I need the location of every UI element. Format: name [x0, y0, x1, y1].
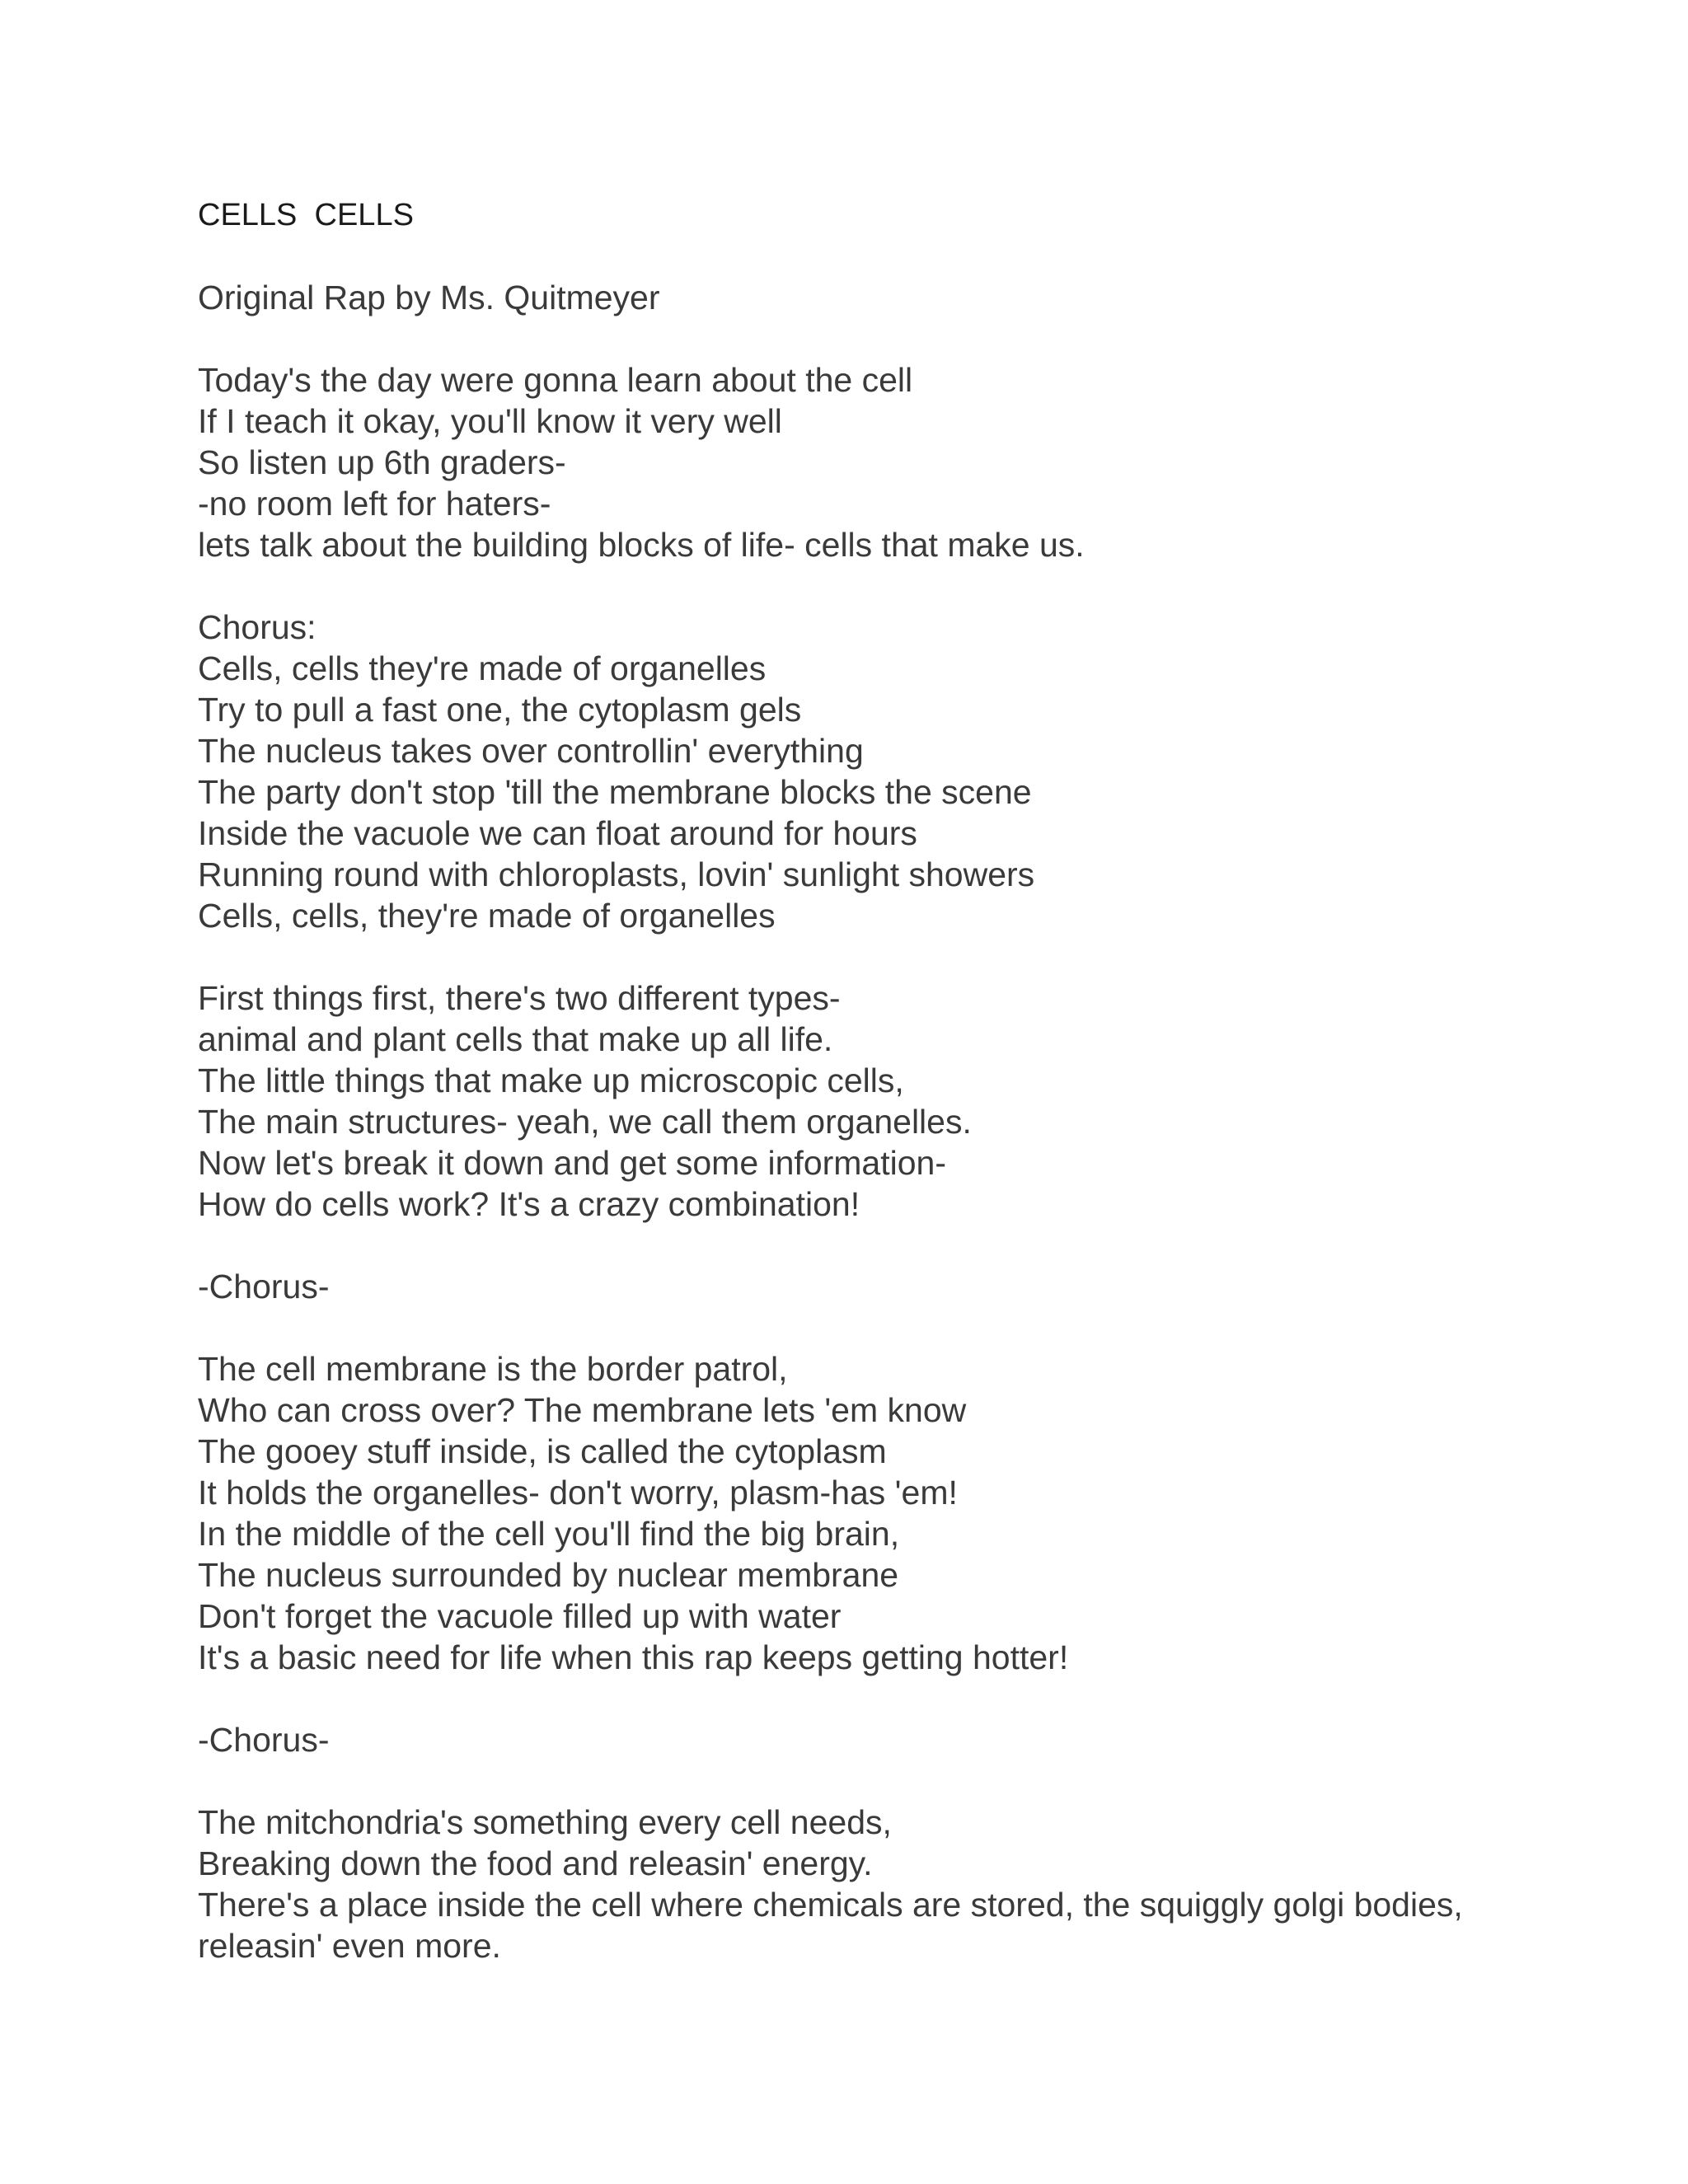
lyric-line: Try to pull a fast one, the cytoplasm gels	[198, 691, 802, 729]
lyric-line: There's a place inside the cell where chemicals are stored, the squiggly golgi bodies, releasin' even more.	[198, 1886, 1463, 1965]
lyric-line: It's a basic need for life when this rap keeps getting hotter!	[198, 1638, 1069, 1676]
lyric-line: If I teach it okay, you'll know it very well	[198, 402, 782, 440]
lyric-line: Inside the vacuole we can float around for hours	[198, 814, 917, 852]
lyric-line: The nucleus takes over controllin' everything	[198, 732, 864, 770]
lyric-line: The cell membrane is the border patrol,	[198, 1350, 788, 1388]
lyric-line: The mitchondria's something every cell needs,	[198, 1803, 892, 1841]
verse-four	[198, 1802, 1484, 1966]
chorus-heading: Chorus:	[198, 608, 316, 646]
verse-three	[198, 1348, 1484, 1678]
document-body	[198, 194, 1484, 2008]
verse-intro	[198, 359, 1484, 565]
lyric-line: The little things that make up microscopic cells,	[198, 1062, 904, 1099]
lyric-line: The party don't stop 'till the membrane blocks the scene	[198, 773, 1032, 811]
lyric-line: The main structures- yeah, we call them organelles.	[198, 1103, 972, 1141]
lyric-line: Now let's break it down and get some information-	[198, 1144, 946, 1182]
lyric-line: So listen up 6th graders-	[198, 443, 566, 481]
lyric-line: Cells, cells they're made of organelles	[198, 649, 767, 687]
document-subtitle: Original Rap by Ms. Quitmeyer	[198, 279, 660, 316]
document-title: CELLS CELLS	[198, 198, 414, 232]
lyric-line: Breaking down the food and releasin' energy.	[198, 1844, 873, 1882]
verse-two	[198, 977, 1484, 1225]
lyric-line: Cells, cells, they're made of organelles	[198, 897, 776, 935]
chorus-marker-text: -Chorus-	[198, 1721, 330, 1759]
chorus-block	[198, 607, 1484, 936]
chorus-marker	[198, 1266, 1484, 1307]
lyric-line: The gooey stuff inside, is called the cytoplasm	[198, 1432, 887, 1470]
chorus-marker-text: -Chorus-	[198, 1268, 330, 1305]
lyric-line: How do cells work? It's a crazy combination!	[198, 1185, 860, 1223]
lyric-line: It holds the organelles- don't worry, plasm-has 'em!	[198, 1474, 958, 1511]
lyric-line: Running round with chloroplasts, lovin' sunlight showers	[198, 855, 1035, 893]
lyric-line: Today's the day were gonna learn about the cell	[198, 361, 913, 399]
lyric-line: Don't forget the vacuole filled up with water	[198, 1597, 842, 1635]
chorus-marker	[198, 1719, 1484, 1760]
lyric-line: First things first, there's two different types-	[198, 979, 841, 1017]
lyric-line: animal and plant cells that make up all life.	[198, 1020, 833, 1058]
lyric-line: -no room left for haters-	[198, 485, 551, 523]
lyric-line: lets talk about the building blocks of life- cells that make us.	[198, 526, 1085, 564]
lyric-line: In the middle of the cell you'll find the big brain,	[198, 1515, 900, 1553]
lyric-line: The nucleus surrounded by nuclear membrane	[198, 1556, 899, 1594]
lyric-line: Who can cross over? The membrane lets 'em know	[198, 1391, 967, 1429]
